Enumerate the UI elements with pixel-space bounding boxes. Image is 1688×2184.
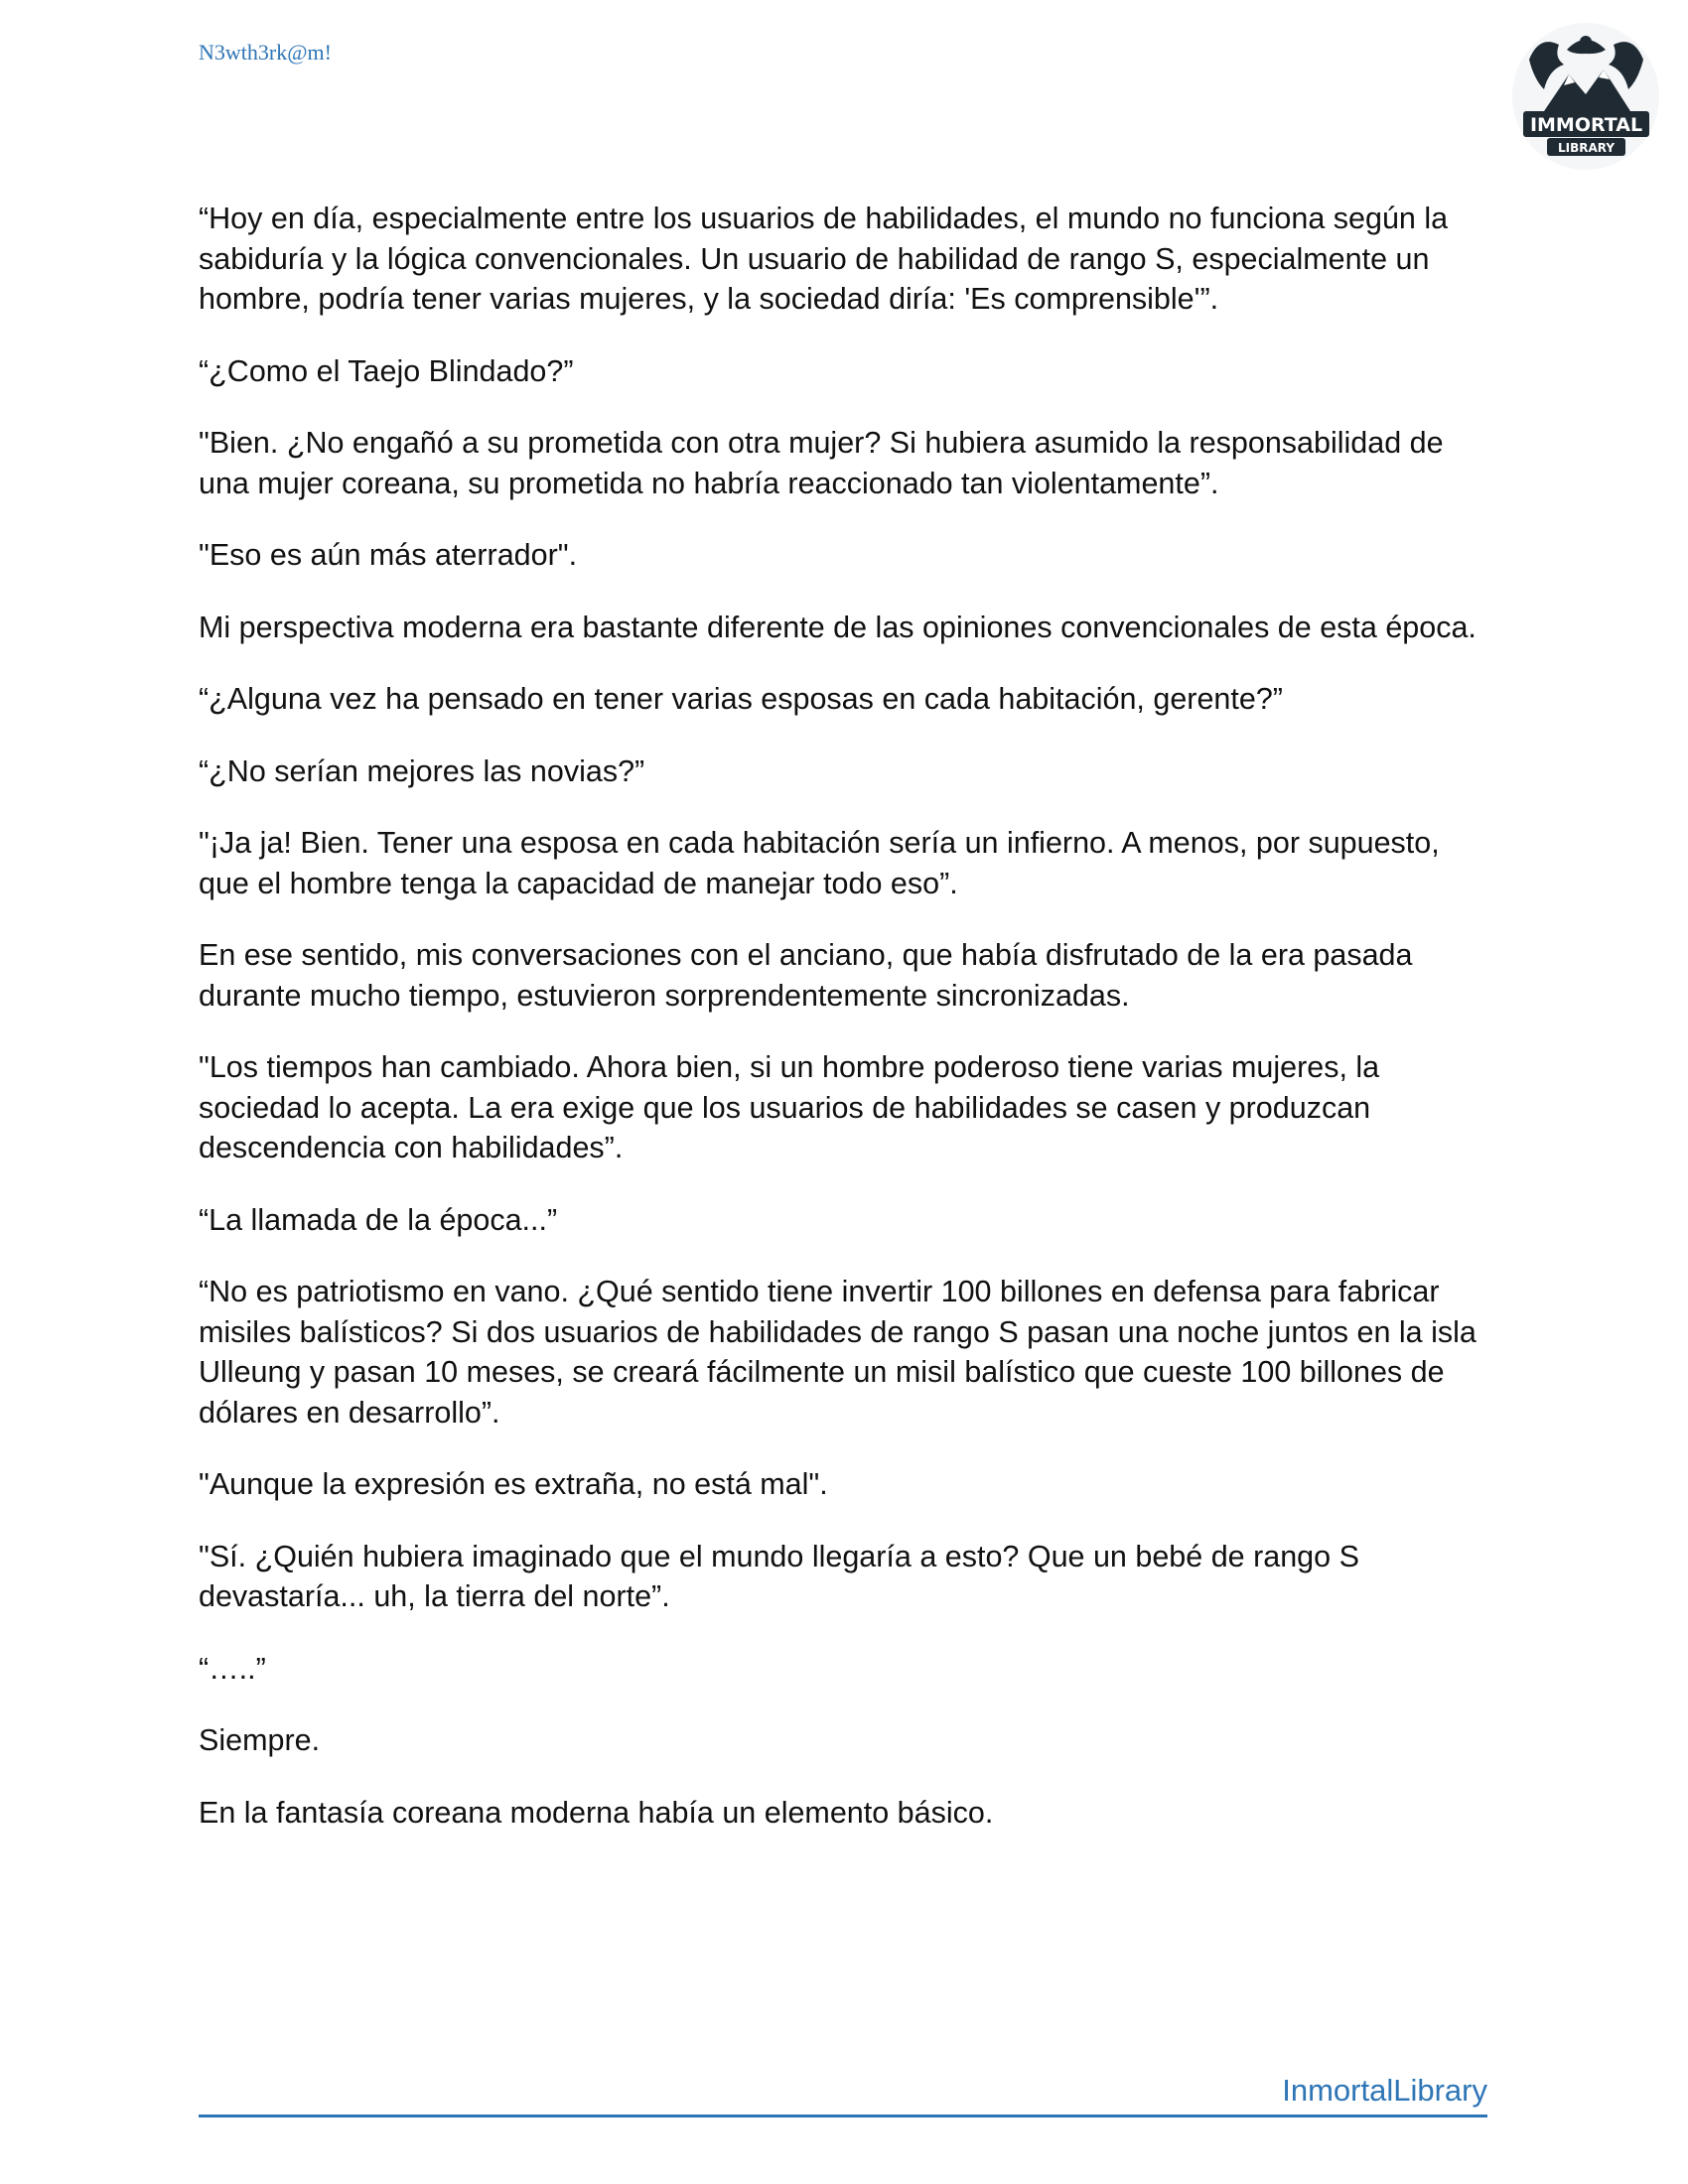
paragraph: “No es patriotismo en vano. ¿Qué sentido tiene invertir 100 billones en defensa para fabricar misiles balísticos? Si dos usuarios de habilidades de rango S pasan una noche juntos en la isla Ulleung y pasan 10 meses, se creará fácilmente un misil balístico que cueste 100 billones de dólares en desarrollo”.: [199, 1275, 1477, 1430]
document-body: [199, 199, 1489, 1864]
dragon-crest-icon: [1509, 20, 1663, 174]
header-tag: N3wth3rk@m!: [199, 40, 332, 65]
paragraph: En la fantasía coreana moderna había un elemento básico.: [199, 1795, 994, 1830]
paragraph: En ese sentido, mis conversaciones con el anciano, que había disfrutado de la era pasada durante mucho tiempo, estuvieron sorprendentemente sincronizadas.: [199, 938, 1413, 1013]
paragraph: “¿Alguna vez ha pensado en tener varias esposas en cada habitación, gerente?”: [199, 682, 1283, 716]
paragraph: “Hoy en día, especialmente entre los usuarios de habilidades, el mundo no funciona según la sabiduría y la lógica convencionales. Un usuario de habilidad de rango S, especialmente un hombre, podría tener varias mujeres, y la sociedad diría: 'Es comprensible'”.: [199, 202, 1449, 316]
paragraph: “¿No serían mejores las novias?”: [199, 753, 645, 788]
paragraph: "Sí. ¿Quién hubiera imaginado que el mundo llegaría a esto? Que un bebé de rango S devastaría... uh, la tierra del norte”.: [199, 1539, 1359, 1613]
footer-rule: [199, 2065, 1487, 2117]
paragraph: “…..”: [199, 1651, 266, 1686]
logo-text-line2: LIBRARY: [1557, 141, 1616, 155]
paragraph: "Bien. ¿No engañó a su prometida con otra mujer? Si hubiera asumido la responsabilidad de una mujer coreana, su prometida no habría reaccionado tan violentamente”.: [199, 426, 1444, 500]
paragraph: "¡Ja ja! Bien. Tener una esposa en cada habitación sería un infierno. A menos, por supuesto, que el hombre tenga la capacidad de manejar todo eso”.: [199, 826, 1440, 900]
paragraph: "Aunque la expresión es extraña, no está mal".: [199, 1467, 828, 1501]
paragraph: Siempre.: [199, 1723, 321, 1757]
paragraph: “¿Como el Taejo Blindado?”: [199, 353, 574, 388]
logo-text-line1: IMMORTAL: [1529, 114, 1643, 136]
paragraph: “La llamada de la época...”: [199, 1202, 558, 1237]
paragraph: Mi perspectiva moderna era bastante diferente de las opiniones convencionales de esta época.: [199, 610, 1477, 644]
footer-link[interactable]: InmortalLibrary: [1282, 2073, 1487, 2108]
paragraph: "Eso es aún más aterrador".: [199, 538, 578, 572]
paragraph: "Los tiempos han cambiado. Ahora bien, si un hombre poderoso tiene varias mujeres, la sociedad lo acepta. La era exige que los usuarios de habilidades se casen y produzcan descendencia con habilidades”.: [199, 1050, 1380, 1164]
immortal-library-logo: [1509, 20, 1663, 174]
